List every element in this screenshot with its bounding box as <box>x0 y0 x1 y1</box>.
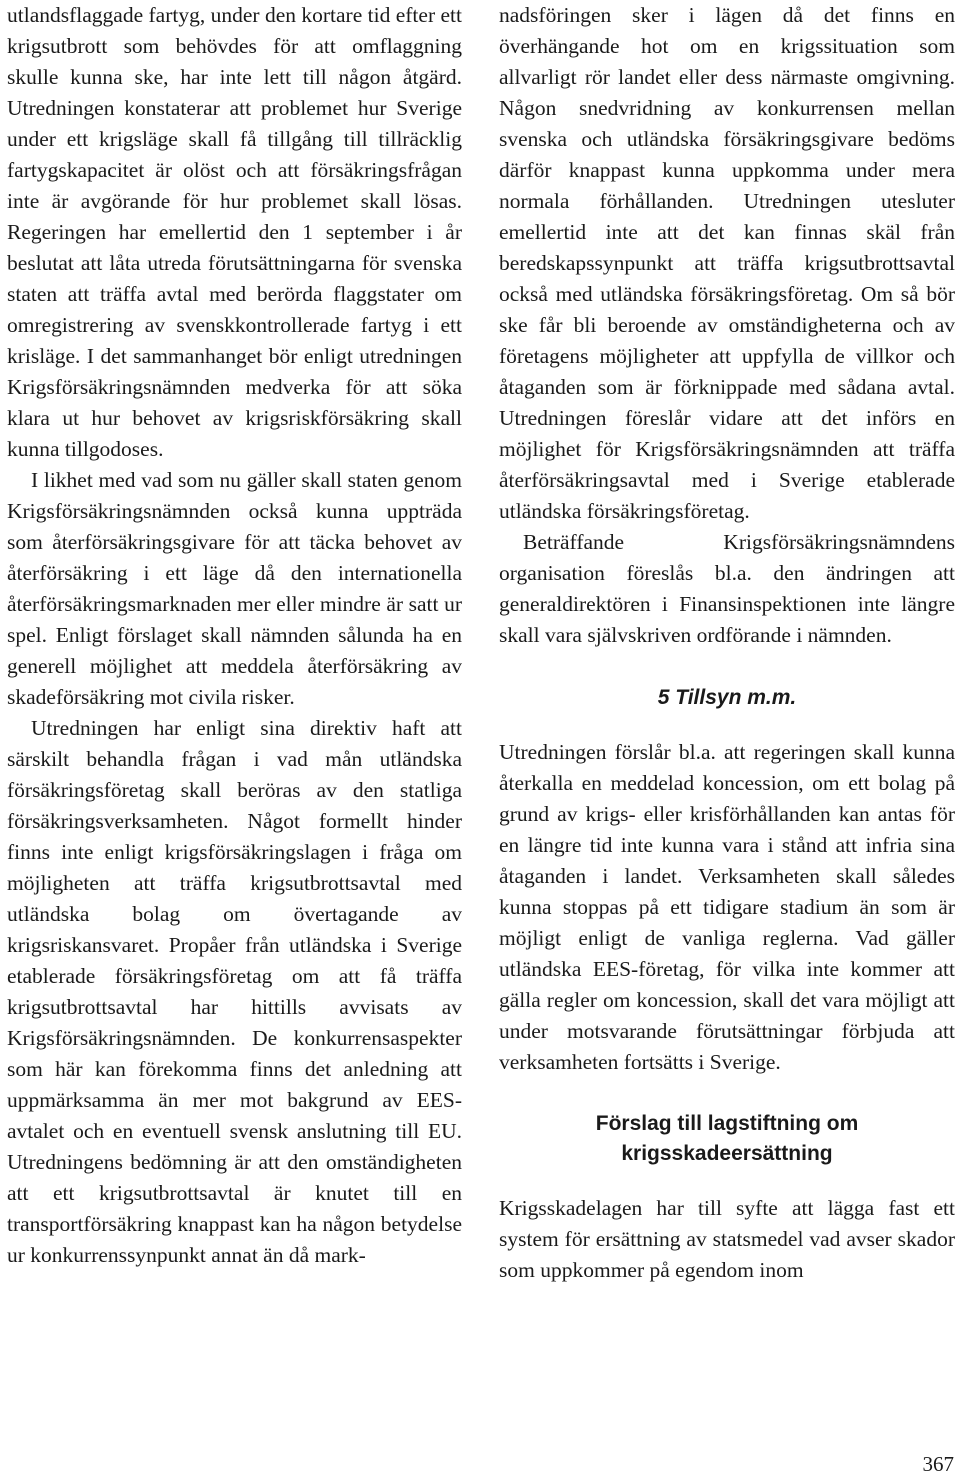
body-paragraph: I likhet med vad som nu gäller skall staten genom Krigsförsäkringsnämnden också kunna uppträda som återförsäkringsgivare för att täcka behovet av återförsäkring i ett läge då den internationella återförsäkringsmarknaden mer eller mindre är satt ur spel. Enligt förslaget skall nämnden sålunda ha en generell möjlighet att meddela återförsäkring av skadeförsäkring mot civila risker. <box>7 468 462 709</box>
body-paragraph: nadsföringen sker i lägen då det finns en överhängande hot om en krigssituation som allvarligt rör landet eller dess närmaste omgivning. Någon snedvridning av konkurrensen mellan svenska och utländska försäkringsgivare bedöms därför knappast kunna uppkomma under mera normala förhållanden. Utredningen utesluter emellertid inte att det kan finnas skäl från beredskapssynpunkt att träffa krigsutbrottsavtal också med utländska försäkringsföretag. Om så bör ske får bli beroende av omständigheterna och av företagens möjligheter att uppfylla de villkor och åtaganden som är förknippade med sådana avtal. Utredningen föreslår vidare att det införs en möjlighet för Krigsförsäkringsnämnden att träffa återförsäkringsavtal med i Sverige etablerade utländska försäkringsföretag. <box>499 3 955 523</box>
body-paragraph: Utredningen förslår bl.a. att regeringen skall kunna återkalla en meddelad koncession, om ett bolag på grund av krigs- eller krisförhållanden kan antas för en längre tid inte kunna vara i stånd att infria sina åtaganden i landet. Verksamheten skall således kunna stoppas på ett tidigare stadium än som är möjligt enligt de vanliga reglerna. Vad gäller utländska EES-företag, för vilka inte kommer att gälla regler om koncession, skall det vara möjligt att under motsvarande förutsättningar förbjuda att verksamheten fortsätts i Sverige. <box>499 740 955 1074</box>
page-number: 367 <box>922 1452 954 1476</box>
section-heading-tillsyn: 5 Tillsyn m.m. <box>657 686 797 709</box>
heading-line: Förslag till lagstiftning om <box>595 1112 859 1135</box>
right-column <box>499 0 955 1286</box>
body-paragraph: utlandsflaggade fartyg, under den kortare tid efter ett krigsutbrott som behövdes för att omflaggning skulle kunna ske, har inte lett till någon åtgärd. Utredningen konstaterar att problemet hur Sverige under ett krigsläge skall få tillgång till tillräcklig fartygskapacitet är olöst och att försäkringsfrågan inte är avgörande för hur problemet skall lösas. Regeringen har emellertid den 1 september i år beslutat att låta utreda förutsättningarna för svenska staten att träffa avtal med berörda flaggstater om omregistrering av svenskkontrollerade fartyg i ett krisläge. I det sammanhanget bör enligt utredningen Krigsförsäkringsnämnden medverka för att söka klara ut hur behovet av krigsriskförsäkring skall kunna tillgodoses. <box>7 3 462 461</box>
body-paragraph: Beträffande Krigsförsäkringsnämndens organisation föreslås bl.a. den ändringen att generaldirektören i Finansinspektionen inte längre skall vara självskriven ordförande i nämnden. <box>499 530 955 647</box>
section-heading-forslag <box>499 1109 955 1169</box>
left-column <box>7 0 462 1271</box>
heading-line: krigsskadeersättning <box>621 1142 833 1165</box>
body-paragraph: Utredningen har enligt sina direktiv haft att särskilt behandla frågan i vad mån utländska försäkringsföretag skall beröras av den statliga försäkringsverksamheten. Något formellt hinder finns inte enligt krigsförsäkringslagen i fråga om möjligheten att träffa krigsutbrottsavtal med utländska bolag om övertagande av krigsriskansvaret. Propåer från utländska i Sverige etablerade försäkringsföretag om att få träffa krigsutbrottsavtal har hittills avvisats av Krigsförsäkringsnämnden. De konkurrensaspekter som här kan förekomma finns det anledning att uppmärksamma än mer mot bakgrund av EES-avtalet och en eventuell svensk anslutning till EU. Utredningens bedömning är att den omständigheten att ett krigsutbrottsavtal är knutet till en transportförsäkring knappast kan ha någon betydelse ur konkurrenssynpunkt annat än då mark- <box>7 716 462 1267</box>
body-paragraph: Krigsskadelagen har till syfte att lägga fast ett system för ersättning av statsmedel vad avser skador som uppkommer på egendom inom <box>499 1196 955 1282</box>
